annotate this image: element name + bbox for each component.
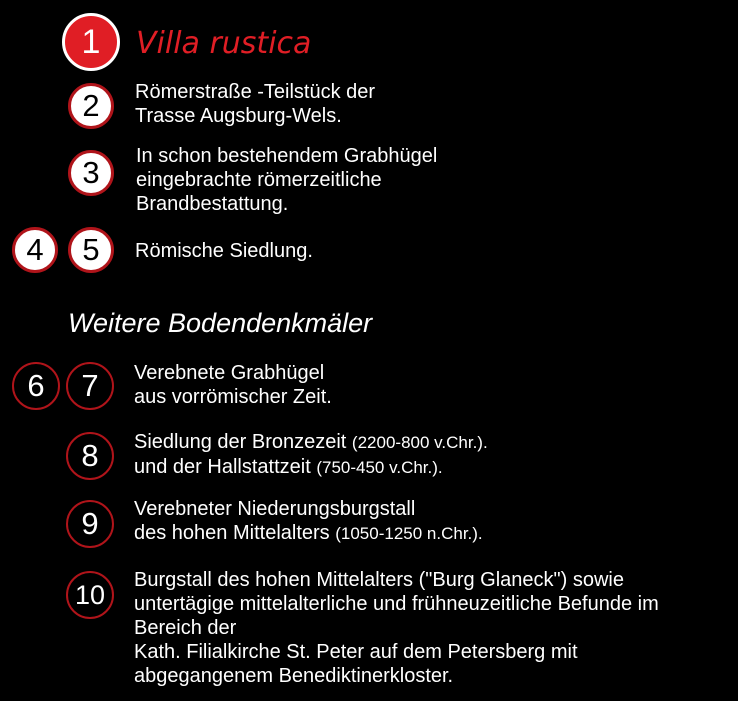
- number-badge-4: 4: [12, 227, 58, 273]
- number-badge-7: 7: [66, 362, 114, 410]
- section-heading: Weitere Bodendenkmäler: [68, 308, 373, 338]
- legend-item-6-7: Verebnete Grabhügel aus vorrömischer Zeit.: [134, 362, 332, 408]
- number-badge-6: 6: [12, 362, 60, 410]
- number-badge-10: 10: [66, 571, 114, 619]
- legend-item-9: Verebneter Niederungsburgstall des hohen Mittelalters (1050-1250 n.Chr.).: [134, 498, 483, 544]
- number-badge-3: 3: [68, 150, 114, 196]
- legend-item-4-5: Römische Siedlung.: [135, 240, 313, 262]
- legend-title: Villa rustica: [136, 26, 312, 61]
- number-badge-5: 5: [68, 227, 114, 273]
- number-badge-8: 8: [66, 432, 114, 480]
- number-badge-2: 2: [68, 83, 114, 129]
- legend-item-2: Römerstraße -Teilstück der Trasse Augsburg-Wels.: [135, 81, 376, 127]
- number-badge-9: 9: [66, 500, 114, 548]
- legend-item-10: Burgstall des hohen Mittelalters ("Burg Glaneck") sowie untertägige mittelalterliche und frühneuzeitliche Befunde im Bereich der Kath. Filialkirche St. Peter auf dem Petersberg mit abgegangenem Benediktinerkloster.: [134, 569, 659, 687]
- legend-item-8: Siedlung der Bronzezeit (2200-800 v.Chr.). und der Hallstattzeit (750-450 v.Chr.).: [134, 431, 488, 478]
- legend-item-3: In schon bestehendem Grabhügel eingebrachte römerzeitliche Brandbestattung.: [136, 145, 438, 215]
- number-badge-1: 1: [62, 13, 120, 71]
